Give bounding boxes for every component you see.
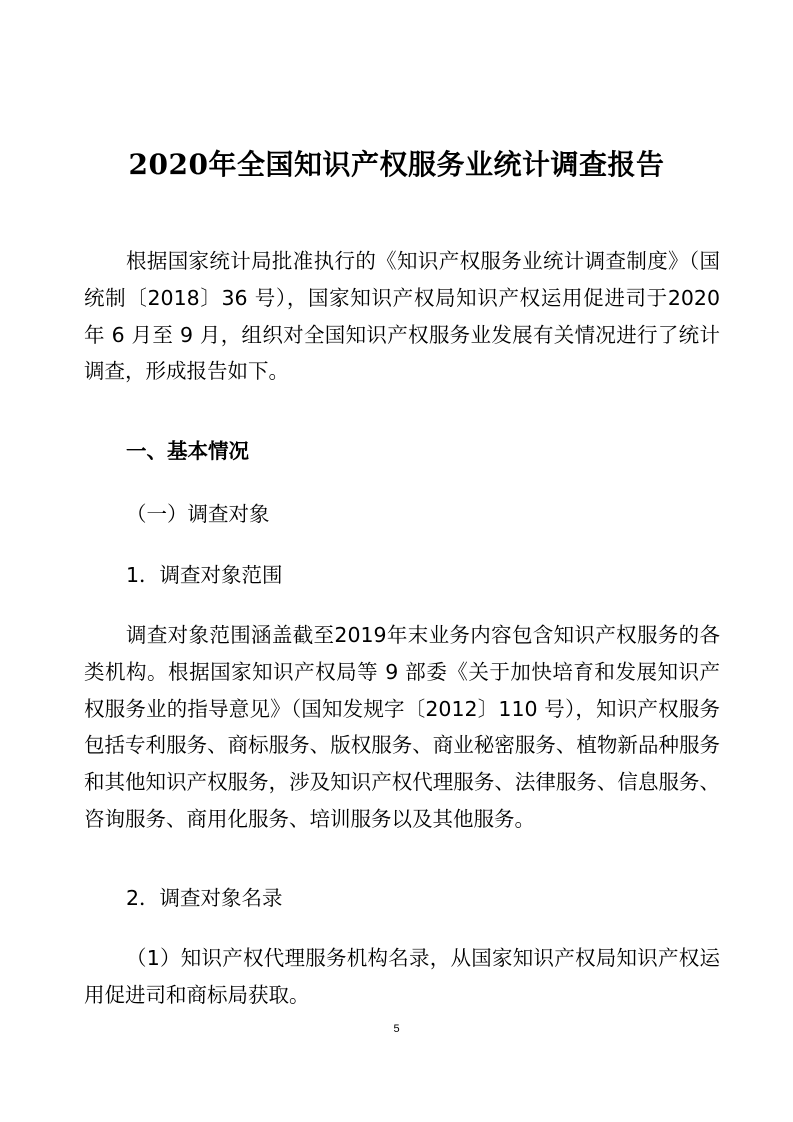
intro-paragraph: 根据国家统计局批准执行的《知识产权服务业统计调查制度》（国统制〔2018〕36 号），国家知识产权局知识产权运用促进司于2020 年 6 月至 9 月，组织对全国知识产权服务业发展有关情况进行了统计调查，形成报告如下。 [84, 249, 720, 384]
item-heading-scope: 1．调查对象范围 [126, 563, 283, 587]
page-number: 5 [393, 1023, 400, 1035]
item-heading-directory: 2．调查对象名录 [126, 886, 283, 910]
document-title: 2020年全国知识产权服务业统计调查报告 [128, 148, 665, 181]
section-heading: 一、基本情况 [126, 439, 249, 463]
subsection-heading: （一）调查对象 [126, 502, 270, 526]
scope-paragraph: 调查对象范围涵盖截至2019年末业务内容包含知识产权服务的各类机构。根据国家知识产权局等 9 部委《关于加快培育和发展知识产权服务业的指导意见》（国知发规字〔2012〕110 号），知识产权服务包括专利服务、商标服务、版权服务、商业秘密服务、植物新品种服务和其他知识产权服务，涉及知识产权代理服务、法律服务、信息服务、咨询服务、商用化服务、培训服务以及其他服务。 [84, 623, 720, 831]
directory-paragraph: （1）知识产权代理服务机构名录，从国家知识产权局知识产权运用促进司和商标局获取。 [84, 946, 720, 1007]
